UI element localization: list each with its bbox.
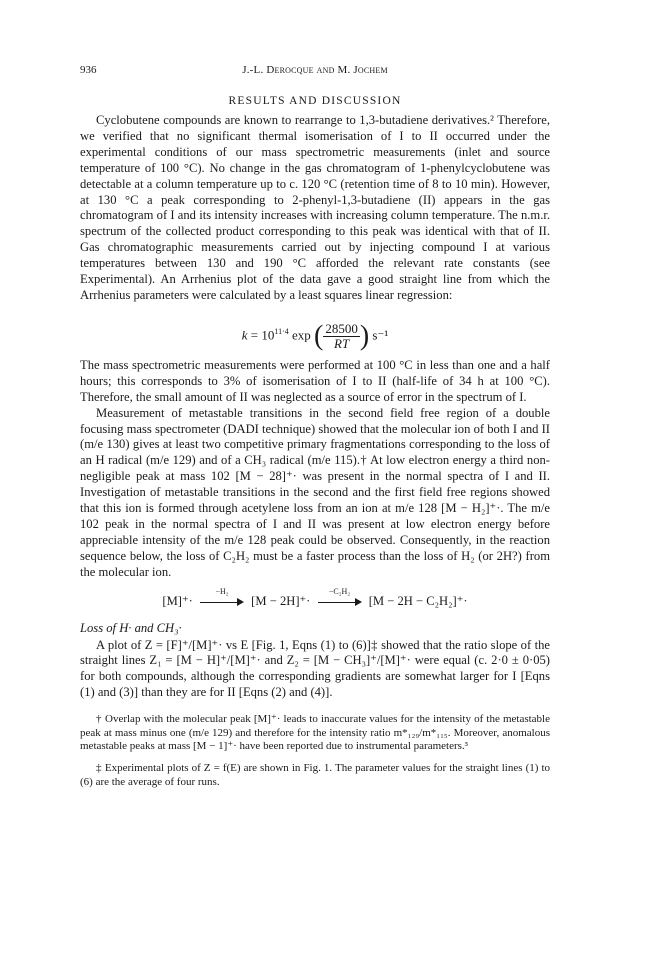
scheme-species-1: [M]⁺· [162, 593, 193, 608]
paragraph-measurement-conditions: The mass spectrometric measurements were performed at 100 °C in less than one and a half hours; this corresponds to 3% of isomerisation of I to II (half-life of 34 h at 100 °C). Therefore, the small amount of II was neglected as a source of error in the spectrum of I. [80, 357, 550, 404]
scheme-species-3: [M − 2H − C₂H₂]⁺· [368, 593, 468, 608]
equation-denominator: RT [334, 335, 350, 351]
scheme-arrow-1 [200, 586, 244, 608]
paragraph-plot-z: A plot of Z = [F]⁺/[M]⁺· vs E [Fig. 1, Eqns (1) to (6)]‡ showed that the ratio slope of the straight lines Z₁ = [M − H]⁺/[M]⁺· and Z₂ = [M − CH₃]⁺/[M]⁺· were equal (c. 2·0 ± 0·05) for both compounds, although the corresponding gradients are somewhat larger for I [Eqns (1) and (3)] than they are for II [Eqns (2) and (4)]. [80, 637, 550, 700]
subheading: Loss of H· and CH₃· [80, 620, 182, 635]
paragraph-metastable: Measurement of metastable transitions in the second field free region of a double focusing mass spectrometer (DADI technique) showed that the molecular ion of both I and II (m/e 130) gives at least two competitive primary fragmentations corresponding to the loss of an H radical (m/e 129) and of a CH₃ radical (m/e 115).† At low electron energy a third non-negligible peak at mass 102 [M − 28]⁺· was present in the normal spectra of I and II. Investigation of metastable transitions in the second and the first field free regions showed that this ion is formed through acetylene loss from an ion at m/e 128 [M − H₂]⁺·. The m/e 102 peak in the normal spectra of I and II was present at low electron energy before appreciable intensity of the m/e 128 peak could be observed. Consequently, in the reaction sequence below, the loss of C₂H₂ must be a faster process than the loss of H₂ (or 2H?) from the molecular ion. [80, 405, 550, 579]
footnote-double-dagger: ‡ Experimental plots of Z = f(E) are shown in Fig. 1. The parameter values for the straight lines (1) to (6) are the average of four runs. [80, 761, 550, 788]
scheme-arrow-2-label: −C₂H₂ [328, 586, 351, 596]
paragraph-isomerisation: Cyclobutene compounds are known to rearrange to 1,3-butadiene derivatives.² Therefore, we verified that no significant thermal isomerisation of I to II occurred under the experimental conditions of our mass spectrometric measurements (inlet and source temperature of 100 °C). No change in the gas chromatogram of 1-phenylcyclobutene was detectable at a column temperature up to c. 120 °C (retention time of 8 to 10 min). However, at 130 °C a peak corresponding to 2-phenyl-1,3-butadiene (II) appears in the gas chromatogram of I and its intensity increases with increasing column temperature. The n.m.r. spectrum of the collected product corresponding to this peak was identical with that of II. Gas chromatographic measurements carried out by injecting compound I at various temperatures between 130 and 190 °C afforded the relevant rate constants (see Experimental). An Arrhenius plot of the data gave a good straight line from which the Arrhenius parameters were calculated by a least squares linear regression: [80, 113, 550, 302]
scheme-arrow-1-label: −H₂ [215, 586, 229, 596]
reaction-scheme [80, 586, 550, 609]
page-number: 936 [80, 64, 97, 76]
equation-unit: s⁻¹ [372, 327, 389, 343]
section-title: RESULTS AND DISCUSSION [228, 95, 402, 107]
arrhenius-equation: $k = 10^{11\cdot 4}$ exp ( $\frac{28500}{RT}$) s⁻¹ [241, 320, 389, 352]
article-body [80, 95, 550, 789]
equation-numerator: 28500 [325, 320, 358, 336]
equation-exp: exp [291, 327, 311, 343]
running-head: J.-L. Derocque and M. Jochem [242, 64, 388, 76]
scheme-arrow-2 [318, 586, 362, 608]
equation-exponent: 11·4 [274, 326, 289, 336]
scheme-species-2: [M − 2H]⁺· [251, 593, 311, 608]
equation-fraction [323, 322, 360, 351]
footnote-dagger: † Overlap with the molecular peak [M]⁺· leads to inaccurate values for the intensity of the metastable peak at mass minus one (m/e 129) and therefore for the intensity ratio m*₁₂₉/m*₁₁₅. Moreover, anomalous metastable peaks at mass [M − 1]⁺· have been reported due to instrumental parameters.³ [80, 713, 550, 753]
